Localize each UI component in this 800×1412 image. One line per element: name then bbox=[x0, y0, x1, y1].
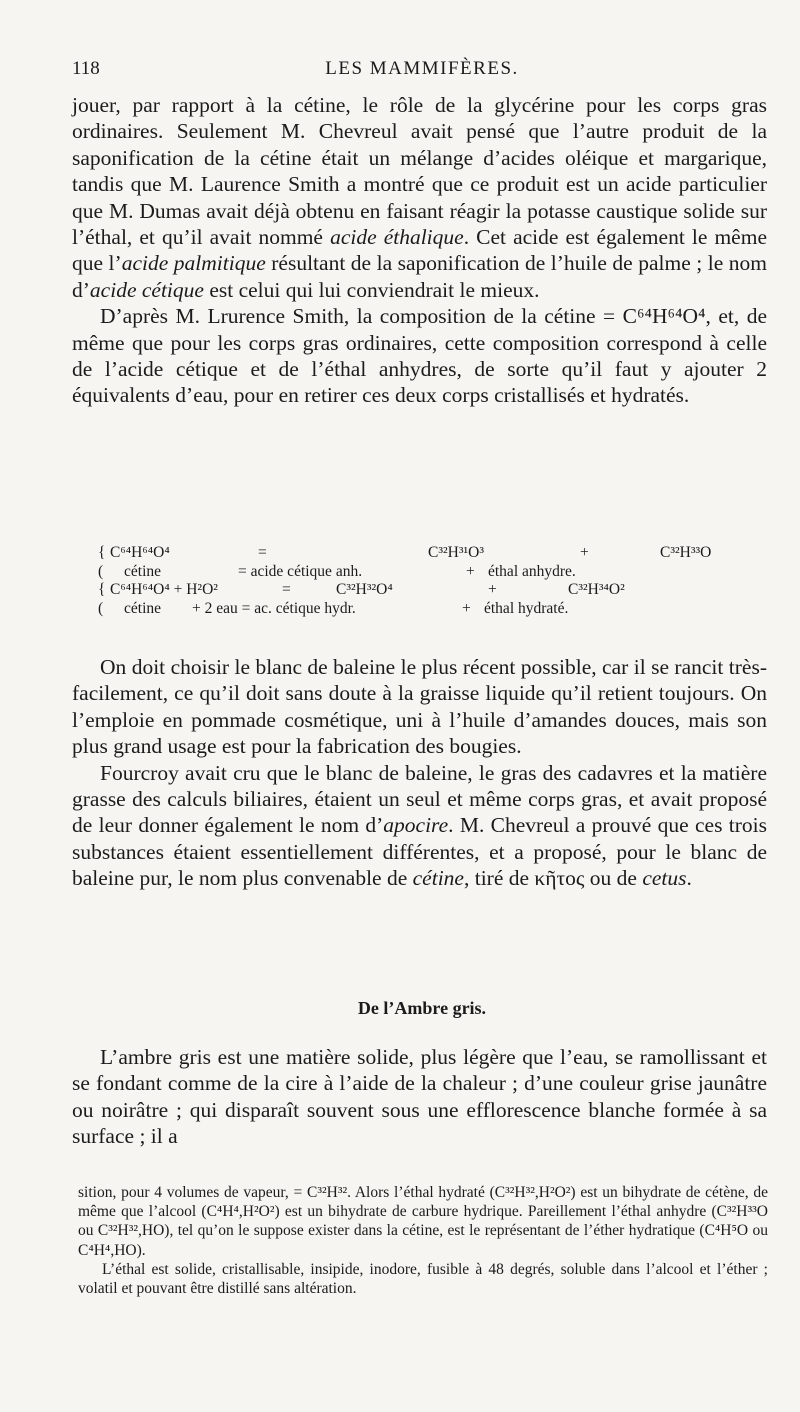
equation-row bbox=[98, 581, 738, 600]
italic-term: cetus bbox=[642, 866, 687, 891]
page-header bbox=[72, 58, 772, 82]
plus-sign: + bbox=[462, 599, 471, 617]
formula-label: éthal hydraté. bbox=[484, 599, 569, 617]
italic-term: acide palmitique bbox=[121, 251, 266, 276]
chemical-equations bbox=[98, 544, 738, 618]
book-page bbox=[72, 0, 772, 1412]
brace: ( bbox=[98, 562, 104, 580]
equation-row bbox=[98, 544, 738, 563]
text-run: jouer, par rapport à la cétine, le rôle de la glycérine pour les corps gras ordinaires. Seulement M. Chevreul avait pensé que l’autre produit de la saponification de la cétine était un mélange d’acides oléique et margarique, tandis que M. Laurence Smith a montré que ce produit est un acide particulier que M. Dumas avait déjà obtenu en faisant réagir la potasse caustique solide sur l’éthal, et qu’il avait nommé bbox=[72, 93, 767, 250]
formula-term: C⁶⁴H⁶⁴O⁴ + H²O² bbox=[110, 581, 218, 598]
running-title: LES MAMMIFÈRES. bbox=[325, 58, 519, 79]
text-run: . Cet acide est également le même que l’ bbox=[72, 225, 767, 276]
paragraph-composition: D’après M. Lrurence Smith, la composition de la cétine = C⁶⁴H⁶⁴O⁴, et, de même que pour les corps gras ordinaires, cette composition correspond à celle de l’acide cétique et de l’éthal anhydres, de sorte qu’il faut y ajouter 2 équivalents d’eau, pour en retirer ces deux corps cristallisés et hydratés. bbox=[72, 304, 767, 408]
formula-term: C³²H³²O⁴ bbox=[336, 581, 393, 598]
italic-term: acide éthalique bbox=[330, 225, 464, 250]
paragraph-usage: On doit choisir le blanc de baleine le plus récent possible, car il se rancit très-facilement, ce qu’il doit sans doute à la graisse liquide qu’il retient toujours. On l’emploie en pommade cosmétique, uni à l’huile d’amandes douces, mais son plus grand usage est pour la fabrication des bougies. bbox=[72, 655, 767, 759]
formula-label: + 2 eau = ac. cétique hydr. bbox=[192, 599, 356, 617]
text-run: Fourcroy avait cru que le blanc de baleine, le gras des cadavres et la matière grasse des calculs biliaires, étaient un seul et même corps gras, et avait proposé de leur donner également le nom d’ bbox=[72, 760, 767, 838]
formula-term: C³²H³³O bbox=[660, 544, 712, 561]
footnote-paragraph: L’éthal est solide, cristallisable, insipide, inodore, fusible à 48 degrés, soluble dans l’alcool et l’éther ; volatil et pouvant être distillé sans altération. bbox=[78, 1260, 768, 1298]
equation-row bbox=[98, 563, 738, 582]
formula-label: éthal anhydre. bbox=[488, 562, 576, 580]
formula-label: = acide cétique anh. bbox=[238, 562, 363, 580]
italic-term: acide cétique bbox=[89, 277, 204, 302]
plus-sign: + bbox=[488, 581, 497, 598]
equals-sign: = bbox=[258, 544, 267, 561]
paragraph-ambre-gris: L’ambre gris est une matière solide, plus légère que l’eau, se ramollissant et se fondant comme de la cire à l’aide de la chaleur ; d’une couleur grise jaunâtre ou noirâtre ; qui disparaît souvent sous une efflorescence blanche formée à sa surface ; il a bbox=[72, 1045, 767, 1149]
main-text-middle bbox=[72, 654, 767, 892]
paragraph-cetine-acids bbox=[72, 92, 767, 303]
section-heading: De l’Ambre gris. bbox=[357, 998, 487, 1018]
formula-term: C⁶⁴H⁶⁴O⁴ bbox=[110, 544, 170, 561]
footnote-paragraph: sition, pour 4 volumes de vapeur, = C³²H³². Alors l’éthal hydraté (C³²H³²,H²O²) est un bihydrate de cétène, de même que l’alcool (C⁴H⁴,H²O²) est un bihydrate de carbure hydrique. Pareillement l’éthal anhydre (C³²H³³O ou C³²H³²,HO), tel qu’on le suppose exister dans la cétine, est le représentant de l’éther hydratique (C⁴H⁵O ou C⁴H⁴,HO). bbox=[78, 1184, 768, 1259]
brace: ( bbox=[98, 599, 104, 617]
main-text-top bbox=[72, 92, 767, 409]
formula-label: cétine bbox=[124, 562, 162, 580]
brace: { bbox=[98, 581, 106, 598]
plus-sign: + bbox=[466, 562, 475, 580]
text-run: résultant de la saponification de l’huile de palme ; le nom d’ bbox=[72, 251, 768, 302]
equals-sign: = bbox=[282, 581, 291, 598]
formula-label: cétine bbox=[124, 599, 162, 617]
text-run: , tiré de κῆτος ou de bbox=[463, 866, 643, 891]
footnote bbox=[78, 1183, 768, 1298]
equation-row bbox=[98, 600, 738, 619]
brace: { bbox=[98, 544, 106, 561]
text-run: . bbox=[686, 866, 692, 891]
plus-sign: + bbox=[580, 544, 589, 561]
formula-term: C³²H³⁴O² bbox=[568, 581, 625, 598]
main-text-bottom bbox=[72, 1044, 767, 1150]
italic-term: cétine bbox=[412, 866, 464, 891]
text-run: est celui qui lui conviendrait le mieux. bbox=[203, 277, 540, 302]
italic-term: apocire bbox=[383, 813, 449, 838]
paragraph-fourcroy bbox=[72, 760, 767, 892]
page-number: 118 bbox=[72, 58, 100, 79]
text-run: . M. Chevreul a prouvé que ces trois substances étaient essentiellement différentes, et a proposé, pour le blanc de baleine pur, le nom plus convenable de bbox=[72, 813, 767, 891]
formula-term: C³²H³¹O³ bbox=[428, 544, 484, 561]
